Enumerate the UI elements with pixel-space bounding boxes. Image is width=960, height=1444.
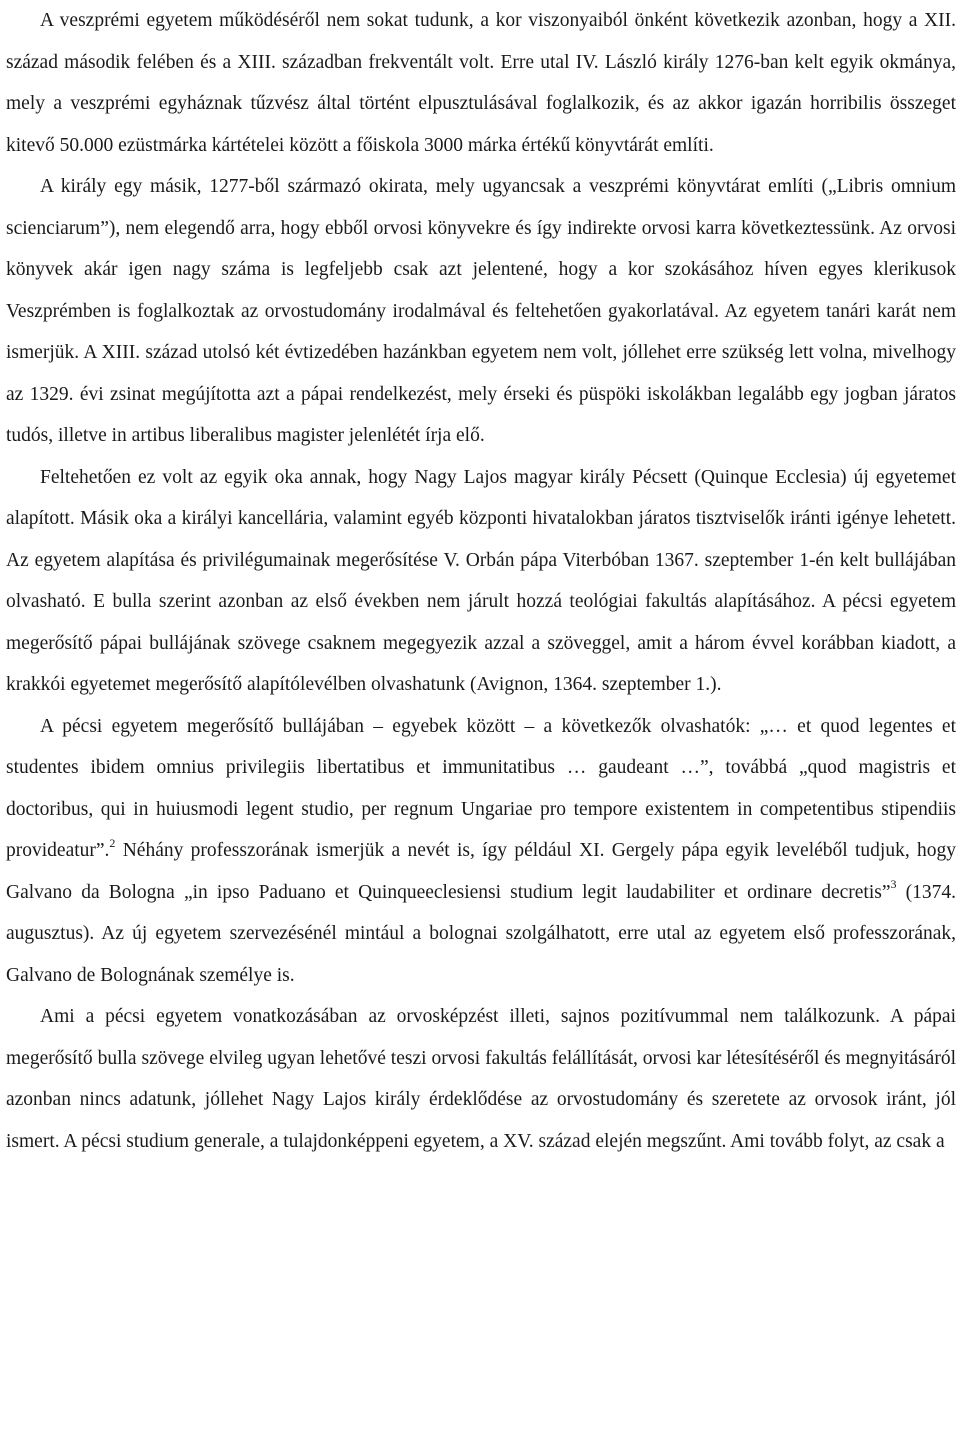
paragraph-text: A király egy másik, 1277-ből származó okirata, mely ugyancsak a veszprémi könyvtárat említi („Libris omnium scienciarum”), nem elegendő arra, hogy ebből orvosi könyvekre és így indirekte orvosi karra következtessünk. Az orvosi könyvek akár igen nagy száma is legfeljebb csak azt jelentené, hogy a kor szokásához híven egyes klerikusok Veszprémben is foglalkoztak az orvostudomány irodalmával és feltehetően gyakorlatával. Az egyetem tanári karát nem ismerjük. A XIII. század utolsó két évtizedében hazánkban egyetem nem volt, jóllehet erre szükség lett volna, mivelhogy az 1329. évi zsinat megújította azt a pápai rendelkezést, mely érseki és püspöki iskolákban legalább egy jogban járatos tudós, illetve in artibus liberalibus magister jelenlétét írja elő. [6, 176, 956, 446]
paragraph-3 [6, 457, 956, 706]
paragraph-4 [6, 706, 956, 997]
paragraph-text: Néhány professzorának ismerjük a nevét is, így például XI. Gergely pápa egyik leveléből tudjuk, hogy Galvano da Bologna „in ipso Paduano et Quinqueeclesiensi studium legit laudabiliter et ordinare decretis” [6, 840, 956, 903]
paragraph-text: A pécsi egyetem megerősítő bullájában – egyebek között – a következők olvashatók: „… et quod legentes et studentes ibidem omnius privilegiis libertatibus et immunitatibus … gaudeant …”, továbbá „quod magistris et doctoribus, qui in huiusmodi legent studio, per regnum Ungariae pro tempore existentem in competentibus stipendiis provideatur”. [6, 715, 956, 861]
paragraph-5 [6, 996, 956, 1162]
paragraph-text: (1374. augusztus). Az új egyetem szervezésénél mintául a bolognai szolgálhatott, erre utal az egyetem első professzorának, Galvano de Bolognának személye is. [6, 881, 956, 986]
footnote-reference: 2 [109, 835, 116, 850]
paragraph-1 [6, 0, 956, 166]
paragraph-2 [6, 166, 956, 457]
paragraph-text: A veszprémi egyetem működéséről nem sokat tudunk, a kor viszonyaiból önként következik azonban, hogy a XII. század második felében és a XIII. században frekventált volt. Erre utal IV. László király 1276-ban kelt egyik okmánya, mely a veszprémi egyháznak tűzvész által történt elpusztulásával foglalkozik, és az akkor igazán horribilis összeget kitevő 50.000 ezüstmárka kártételei között a főiskola 3000 márka értékű könyvtárát említi. [6, 10, 956, 156]
paragraph-text: Ami a pécsi egyetem vonatkozásában az orvosképzést illeti, sajnos pozitívummal nem találkozunk. A pápai megerősítő bulla szövege elvileg ugyan lehetővé teszi orvosi fakultás felállítását, orvosi kar létesítéséről és megnyitásáról azonban nincs adatunk, jóllehet Nagy Lajos király érdeklődése az orvostudomány és szeretete az orvosok iránt, jól ismert. A pécsi studium generale, a tulajdonképpeni egyetem, a XV. század elején megszűnt. Ami tovább folyt, az csak a [6, 1006, 956, 1152]
footnote-reference: 3 [890, 877, 897, 891]
paragraph-text: Feltehetően ez volt az egyik oka annak, hogy Nagy Lajos magyar király Pécsett (Quinque Ecclesia) új egyetemet alapított. Másik oka a királyi kancellária, valamint egyéb központi hivatalokban járatos tisztviselők iránti igénye lehetett. Az egyetem alapítása és privilégumainak megerősítése V. Orbán pápa Viterbóban 1367. szeptember 1-én kelt bullájában olvasható. E bulla szerint azonban az első években nem járult hozzá teológiai fakultás alapításához. A pécsi egyetem megerősítő pápai bullájának szövege csaknem megegyezik azzal a szöveggel, amit a három évvel korábban kiadott, a krakkói egyetemet megerősítő alapítólevélben olvashatunk (Avignon, 1364. szeptember 1.). [6, 466, 956, 695]
document-body [6, 0, 956, 1162]
